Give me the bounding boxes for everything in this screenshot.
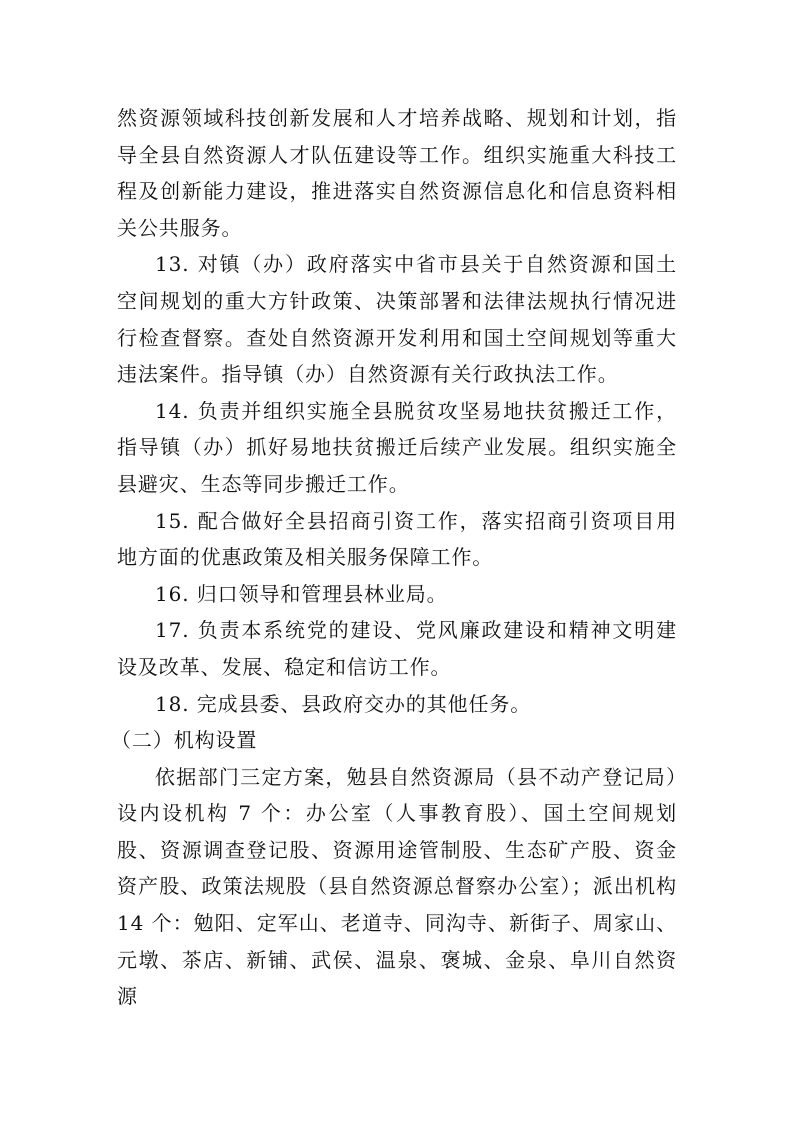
- paragraph-organization: 依据部门三定方案，勉县自然资源局（县不动产登记局）设内设机构 7 个：办公室（人事教育股）、国土空间规划股、资源调查登记股、资源用途管制股、生态矿产股、资金资产股、政策法规股（县自然资源总督察办公室）；派出机构 14 个：勉阳、定军山、老道寺、同沟寺、新街子、周家山、元墩、茶店、新铺、武侯、温泉、褒城、金泉、阜川自然资源: [117, 764, 677, 1009]
- document-body: [111, 100, 677, 1015]
- paragraph-item-17: 17. 负责本系统党的建设、党风廉政建设和精神文明建设及改革、发展、稳定和信访工作。: [117, 618, 677, 679]
- paragraph-continuation: 然资源领域科技创新发展和人才培养战略、规划和计划，指导全县自然资源人才队伍建设等工作。组织实施重大科技工程及创新能力建设，推进落实自然资源信息化和信息资料相关公共服务。: [117, 106, 677, 240]
- paragraph-item-15: 15. 配合做好全县招商引资工作，落实招商引资项目用地方面的优惠政策及相关服务保障工作。: [117, 508, 677, 570]
- paragraph-item-13: 13. 对镇（办）政府落实中省市县关于自然资源和国土空间规划的重大方针政策、决策部署和法律法规执行情况进行检查督察。查处自然资源开发利用和国土空间规划等重大违法案件。指导镇（办）自然资源有关行政执法工作。: [117, 252, 677, 387]
- section-heading: （二）机构设置: [111, 728, 258, 753]
- paragraph-item-18: 18. 完成县委、县政府交办的其他任务。: [155, 691, 532, 716]
- paragraph-item-16: 16. 归口领导和管理县林业局。: [155, 581, 448, 606]
- paragraph-item-14: 14. 负责并组织实施全县脱贫攻坚易地扶贫搬迁工作，指导镇（办）抓好易地扶贫搬迁后续产业发展。组织实施全县避灾、生态等同步搬迁工作。: [117, 398, 677, 496]
